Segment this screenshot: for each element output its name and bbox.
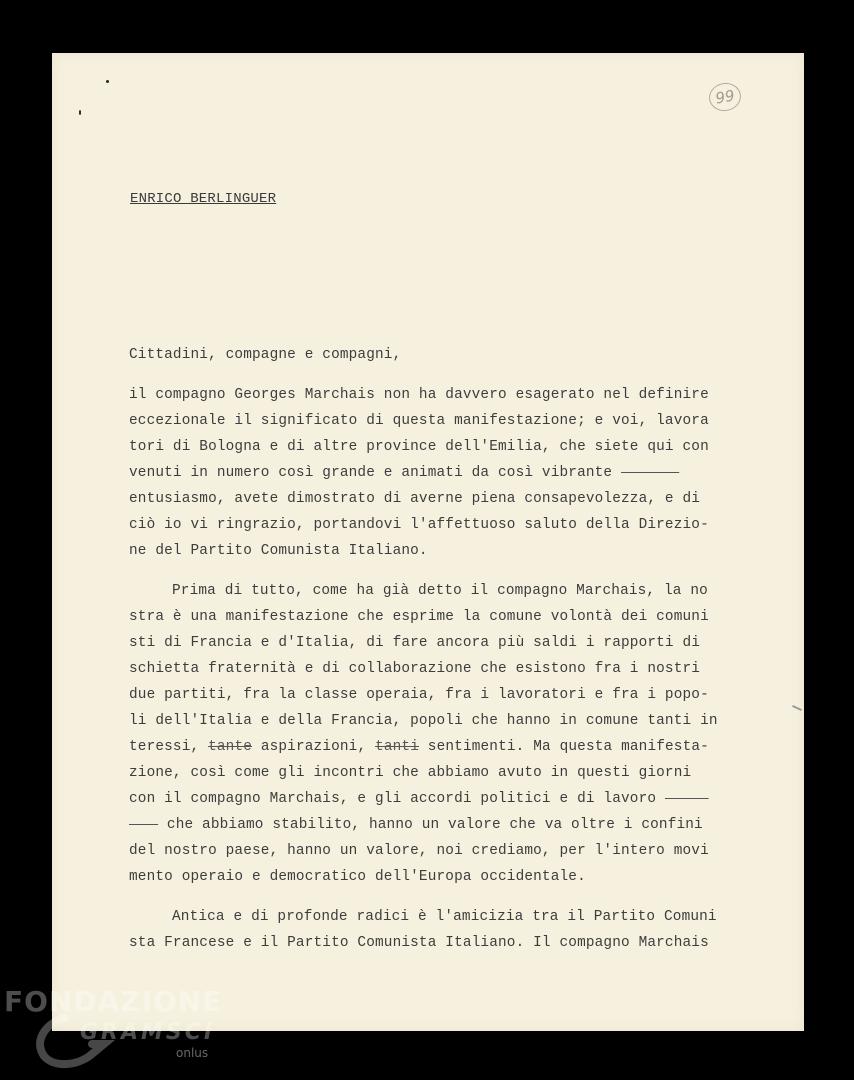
struck-word (665, 791, 709, 807)
page-number: 99 (707, 80, 743, 113)
struck-word: tanti (375, 739, 419, 755)
text-line: sti di Francia e d'Italia, di fare ancora più saldi i rapporti di (129, 635, 701, 651)
text-line: ciò io vi ringrazio, portandovi l'affettuoso saluto della Direzio- (129, 517, 709, 533)
text-line: Antica e di profonde radici è l'amicizia tra il Partito Comuni (172, 909, 717, 925)
text-line: Prima di tutto, come ha già detto il compagno Marchais, la no (172, 583, 708, 599)
text-line: eccezionale il significato di questa manifestazione; e voi, lavora (129, 413, 709, 429)
salutation: Cittadini, compagne e compagni, (129, 347, 402, 363)
struck-word (621, 465, 679, 481)
line-text: con il compagno Marchais, e gli accordi politici e di lavoro (129, 791, 657, 807)
text-line (129, 791, 749, 807)
watermark-onlus: onlus (176, 1046, 209, 1060)
line-text: sentimenti. Ma questa manifesta- (427, 739, 709, 755)
text-line: zione, così come gli incontri che abbiamo avuto in questi giorni (129, 765, 692, 781)
struck-word: tante (208, 739, 253, 755)
line-text: venuti in numero così grande e animati da così vibrante (129, 465, 613, 481)
line-text: teressi, (129, 739, 200, 755)
line-text: che abbiamo stabilito, hanno un valore che va oltre i confini (166, 817, 703, 833)
text-line: due partiti, fra la classe operaia, fra i lavoratori e fra i popo- (129, 687, 709, 703)
text-line (129, 817, 749, 833)
text-line: del nostro paese, hanno un valore, noi crediamo, per l'intero movi (129, 843, 709, 859)
text-line (129, 739, 749, 755)
text-line: schietta fraternità e di collaborazione che esistono fra i nostri (129, 661, 701, 677)
text-line: stra è una manifestazione che esprime la comune volontà dei comuni (129, 609, 709, 625)
document-title: ENRICO BERLINGUER (130, 191, 277, 207)
struck-word (129, 817, 158, 833)
text-line: ne del Partito Comunista Italiano. (129, 543, 428, 559)
text-line: il compagno Georges Marchais non ha davvero esagerato nel definire (129, 387, 709, 403)
punch-mark (106, 80, 109, 83)
text-line: mento operaio e democratico dell'Europa occidentale. (129, 869, 586, 885)
text-line (129, 465, 749, 481)
text-line: tori di Bologna e di altre province dell'Emilia, che siete qui con (129, 439, 709, 455)
text-line: sta Francese e il Partito Comunista Italiano. Il compagno Marchais (129, 935, 709, 951)
text-line: li dell'Italia e della Francia, popoli che hanno in comune tanti in (129, 713, 718, 729)
document-page (52, 53, 804, 1031)
text-line: entusiasmo, avete dimostrato di averne piena consapevolezza, e di (129, 491, 701, 507)
punch-mark (79, 110, 81, 115)
margin-mark (792, 705, 802, 711)
line-text: aspirazioni, (260, 739, 367, 755)
watermark-logo-text: FONDAZIONE (4, 985, 223, 1018)
watermark-logo-subtext: GRAMSCI (80, 1020, 216, 1045)
